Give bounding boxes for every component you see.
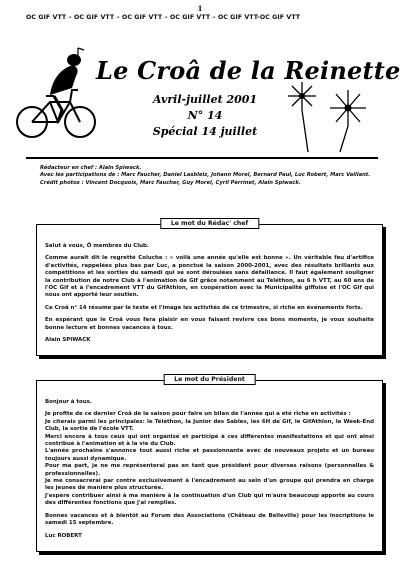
president-line: Je me consacrerai par contre exclusivement à l'encadrement au sein d'un groupe qui prendra en charge les jeunes de manière plus structurée. [45, 478, 374, 492]
credits-editor: Rédacteur en chef : Alain Spiwack. [40, 165, 142, 171]
president-line: Je profite de ce dernier Croâ de la saison pour faire un bilan de l'année qui a été riche en activités : [45, 411, 351, 418]
president-line: Je citerais parmi les principales: le Téléthon, la Junior des Sables, les 6H de Gif, le GifAthlon, le Week-End Club, la sortie de l'école VTT. [45, 418, 374, 433]
credits-photos: Crédit photos : Vincent Docquois, Marc Faucher, Guy Morel, Cyril Perrinet, Alain Spiwack. [40, 179, 301, 186]
firework-flowers-illustration [282, 82, 382, 152]
president-closing: Bonnes vacances et à bientôt au Forum des Associations (Château de Belleville) pour les inscriptions le samedi 15 septembre. [45, 512, 374, 527]
editorial-greeting: Salut à vous, Ô membres du Club. [45, 243, 149, 249]
editorial-signature: Alain SPIWACK [45, 337, 91, 344]
issue-number: N° 14 [187, 109, 223, 122]
president-box [36, 376, 383, 552]
editorial-paragraph: Comme aurait dit le regretté Coluche : « voilà une année qu'elle est bonne ». Un véritable feu d'artifice d'activités, rappelées plus bas par Luc, a ponctué la saison 2000-2001, avec des résultats brillants aux compétitions et les sorties du samedi qui se sont déroulées sans défaillance. Il faut également souligner la contribution de notre Club à l'animation de Gif grâce notamment au Téléthon, au 6 h VTT, au 60 ans de l'OC Gif et à l'encadrement VTT du GifAthlon, en coopération avec la Municipalité giffoise et l'OC Gif qui nous ont apporté leur soutien. [45, 255, 374, 299]
page-number: 1 [197, 4, 203, 13]
credits-block [40, 165, 385, 187]
credits-contributors: Avec les participations de : Marc Faucher, Daniel Lasbleiz, Johann Morel, Bernard Paul, Luc Robert, Marc Vaillant. [40, 172, 371, 179]
header-divider [26, 157, 378, 159]
president-line: Merci encore à tous ceux qui ont organisé et participé à ces différentes manifestations et qui ont ainsi contribué à l'animation et à la vie du Club. [45, 433, 374, 448]
issue-special: Spécial 14 juillet [152, 125, 258, 138]
president-line: L'année prochaine s'annonce tout aussi riche et passionnante avec de nouveaux projets et un bureau toujours aussi dynamique. [45, 448, 374, 462]
cyclist-illustration [10, 40, 105, 140]
editorial-paragraph: Ce Croâ n° 14 résume par le texte et l'image les activités de ce trimestre, si riche en événements forts. [45, 304, 363, 311]
club-banner: OC GIF VTT – OC GIF VTT – OC GIF VTT – OC GIF VTT – OC GIF VTT-OC GIF VTT [26, 14, 301, 21]
issue-date: Avril-juillet 2001 [152, 93, 258, 106]
president-signature: Luc ROBERT [45, 532, 82, 539]
president-greeting: Bonjour à tous. [45, 399, 92, 405]
president-line: Pour ma part, je ne me représenterai pas en tant que président pour diverses raisons (personnelles & professionnelles). [45, 463, 374, 477]
issue-info [140, 92, 270, 140]
editorial-box [36, 220, 383, 356]
editorial-paragraph: En espérant que le Croâ vous fera plaisir en vous faisant revivre ces bons moments, je vous souhaite bonne lecture et bonnes vacances à tous. [45, 317, 374, 331]
editorial-title: Le mot du Rédac' chef [160, 218, 259, 229]
newsletter-title: Le Croâ de la Reinette [96, 56, 400, 85]
president-title: Le mot du Président [163, 374, 256, 385]
president-line: J'espère contribuer ainsi à ma manière à la continuation d'un Club qui m'aura beaucoup apporté au cours des différentes fonctions que j'ai remplies. [45, 492, 374, 507]
